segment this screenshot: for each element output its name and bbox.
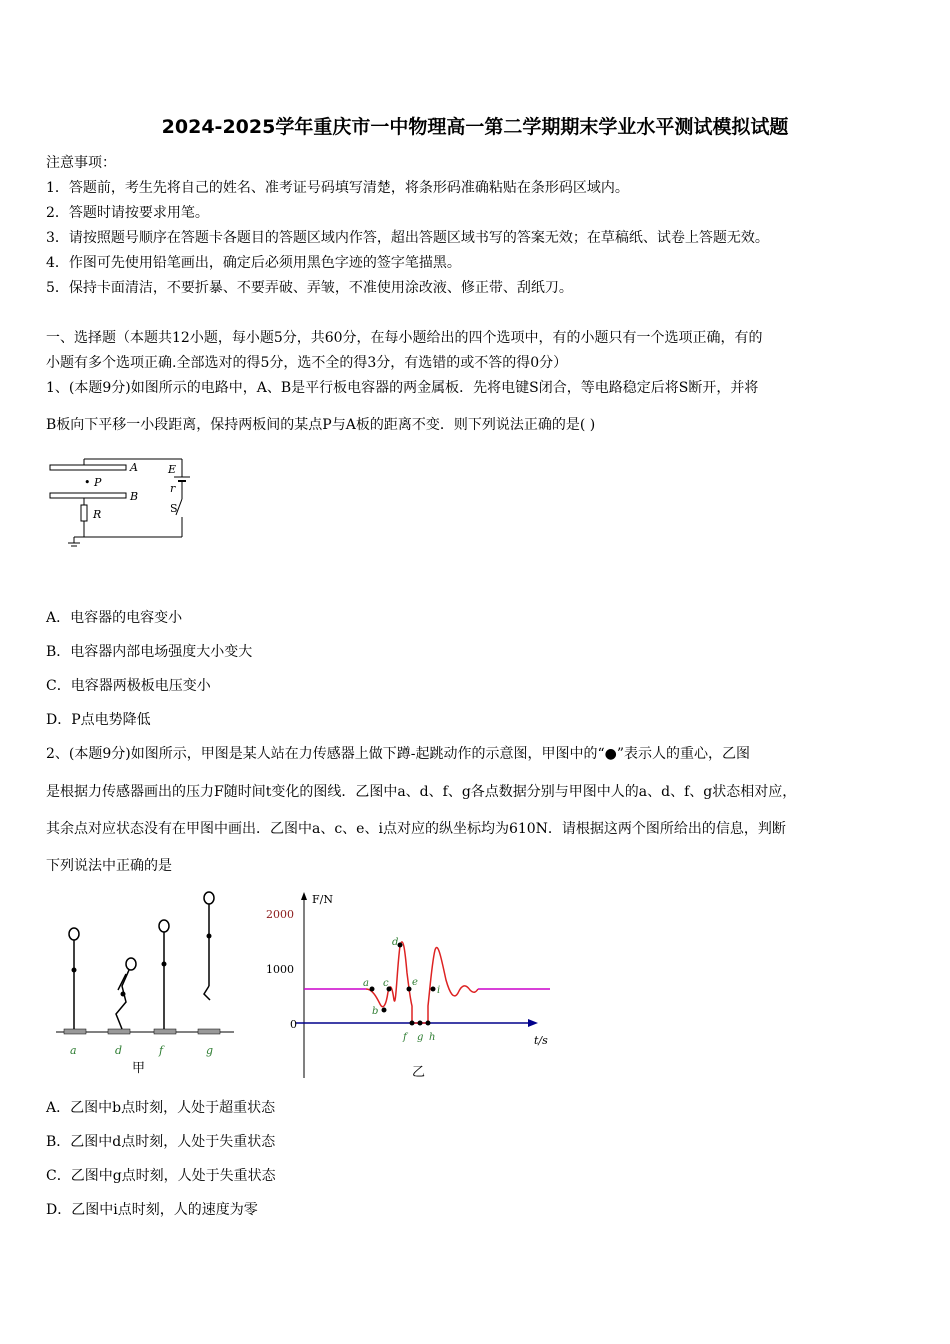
person-standing-a: [69, 928, 79, 1029]
x-axis-label: t/s: [534, 1034, 548, 1047]
point-i: [431, 987, 436, 992]
section-instructions-2: 小题有多个选项正确.全部选对的得5分，选不全的得3分，有选错的或不答的得0分）: [46, 355, 568, 371]
label-a: A: [130, 461, 138, 474]
point-b: [382, 1008, 387, 1013]
jia-label-g: g: [206, 1044, 214, 1057]
q1-option-c: C．电容器两极板电压变小: [46, 678, 211, 694]
q2-option-a: A．乙图中b点时刻，人处于超重状态: [46, 1100, 276, 1116]
notice-item-5: 5．保持卡面清洁，不要折暴、不要弄破、弄皱，不准使用涂改液、修正带、刮纸刀。: [46, 280, 573, 296]
y-axis-label: F/N: [312, 893, 333, 906]
label-internal-r: r: [170, 482, 176, 495]
notice-item-3: 3．请按照题号顺序在答题卡各题目的答题区域内作答，超出答题区域书写的答案无效；在草稿纸、试卷上答题无效。: [46, 230, 769, 246]
point-h: [426, 1021, 431, 1026]
q1-option-d: D．P点电势降低: [46, 712, 151, 728]
jia-label-d: d: [115, 1044, 123, 1057]
person-airborne-g: [204, 892, 214, 1000]
q2-option-c: C．乙图中g点时刻，人处于失重状态: [46, 1168, 276, 1184]
label-s: S: [170, 502, 178, 515]
person-rising-f: [159, 920, 169, 1029]
resistor: [81, 505, 87, 521]
label-p: • P: [84, 476, 102, 489]
q1-option-b: B．电容器内部电场强度大小变大: [46, 644, 253, 660]
tick-0: 0: [290, 1018, 297, 1031]
q2-stem-1: 2、(本题9分)如图所示，甲图是某人站在力传感器上做下蹲-起跳动作的示意图，甲图中的“●”表示人的重心，乙图: [46, 746, 750, 762]
q2-figure-yi: [262, 888, 562, 1083]
yi-label-h: h: [429, 1032, 436, 1043]
yi-label-f: f: [403, 1032, 407, 1043]
notice-heading: 注意事项：: [46, 155, 116, 171]
point-g: [418, 1021, 423, 1026]
jia-caption: 甲: [132, 1061, 146, 1076]
yi-label-b: b: [372, 1006, 379, 1017]
plate-a: [50, 465, 126, 470]
q1-stem-2: B板向下平移一小段距离，保持两板间的某点P与A板的距离不变．则下列说法正确的是( ): [46, 417, 596, 433]
yi-label-i: i: [437, 985, 441, 996]
point-e: [407, 987, 412, 992]
notice-item-4: 4．作图可先使用铅笔画出，确定后必须用黑色字迹的签字笔描黑。: [46, 255, 461, 271]
label-r: R: [93, 508, 102, 521]
tick-1000: 1000: [266, 963, 294, 976]
q2-stem-3: 其余点对应状态没有在甲图中画出．乙图中a、c、e、i点对应的纵坐标均为610N．请根据这两个图所给出的信息，判断: [46, 821, 786, 837]
yi-label-g: g: [417, 1032, 424, 1043]
q1-circuit-figure: [46, 455, 196, 555]
q1-stem-1: 1、(本题9分)如图所示的电路中，A、B是平行板电容器的两金属板．先将电键S闭合，等电路稳定后将S断开，并将: [46, 380, 759, 396]
yi-label-e: e: [412, 977, 418, 988]
jia-label-f: f: [159, 1044, 164, 1057]
label-b: B: [130, 490, 139, 503]
plate-b: [50, 493, 126, 498]
notice-item-2: 2．答题时请按要求用笔。: [46, 205, 209, 221]
q1-option-a: A．电容器的电容变小: [46, 610, 183, 626]
yi-label-c: c: [383, 978, 389, 989]
q2-figure-jia: [56, 890, 241, 1080]
q2-stem-2: 是根据力传感器画出的压力F随时间t变化的图线．乙图中a、d、f、g各点数据分别与甲图中人的a、d、f、g状态相对应，: [46, 784, 797, 800]
yi-caption: 乙: [412, 1065, 426, 1080]
q2-option-b: B．乙图中d点时刻，人处于失重状态: [46, 1134, 276, 1150]
yi-label-a: a: [363, 978, 369, 989]
page-title: 2024-2025学年重庆市一中物理高一第二学期期末学业水平测试模拟试题: [161, 116, 789, 138]
notice-item-1: 1．答题前，考生先将自己的姓名、准考证号码填写清楚，将条形码准确粘贴在条形码区域内。: [46, 180, 629, 196]
yi-label-d: d: [392, 937, 399, 948]
section-instructions-1: 一、选择题（本题共12小题，每小题5分，共60分，在每小题给出的四个选项中，有的小题只有一个选项正确，有的: [46, 330, 763, 346]
tick-2000: 2000: [266, 908, 294, 921]
q2-option-d: D．乙图中i点时刻，人的速度为零: [46, 1202, 258, 1218]
point-a: [370, 987, 375, 992]
point-f: [410, 1021, 415, 1026]
jia-label-a: a: [70, 1044, 77, 1057]
label-e: E: [168, 463, 177, 476]
q2-stem-4: 下列说法中正确的是: [46, 858, 172, 874]
person-squatting-d: [116, 958, 136, 1029]
